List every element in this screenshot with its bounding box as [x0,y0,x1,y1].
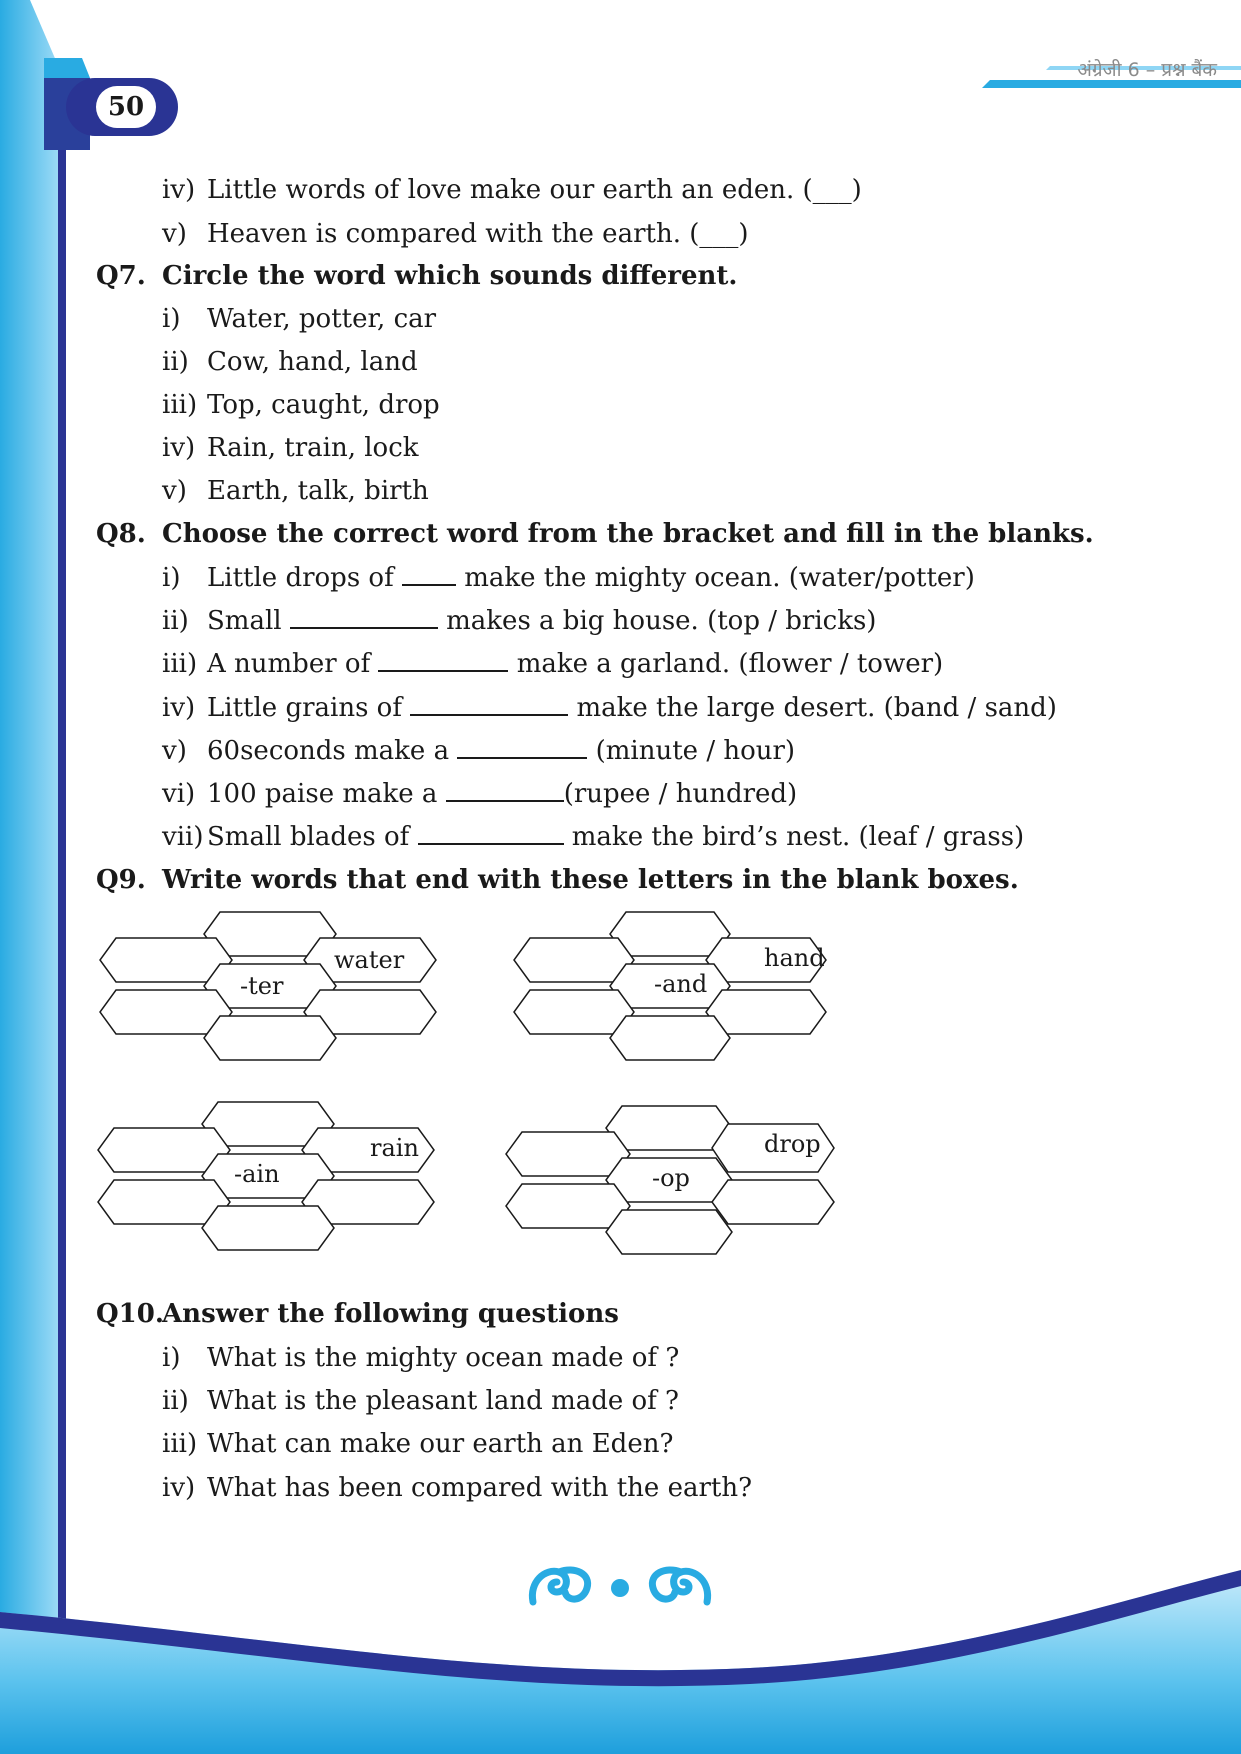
hex-box[interactable] [606,1106,732,1150]
item-text-before: Small [207,606,282,636]
question-title: Write words that end with these letters in the blank boxes. [162,865,1019,895]
hex-grid [506,1104,886,1264]
hex-box[interactable] [514,938,634,982]
item-text: What is the pleasant land made of ? [207,1386,679,1416]
hex-example-label: hand [764,944,825,972]
item-number: iv) [162,1473,196,1503]
hex-box[interactable] [706,990,826,1034]
answer-blank[interactable] [378,648,508,672]
question-number: Q8. [96,519,146,549]
item-text [207,562,975,594]
page-number: 50 [96,86,156,128]
hex-box[interactable] [202,1206,334,1250]
question-title: Circle the word which sounds different. [162,261,738,291]
item-text: What can make our earth an Eden? [207,1429,674,1459]
question-title: Answer the following questions [162,1299,619,1329]
item-text-after: makes a big house. (top / bricks) [446,606,877,636]
item-number: i) [162,1343,181,1373]
item-text-after: make the mighty ocean. (water/potter) [464,563,975,593]
item-text [207,648,943,680]
hex-cluster-ain [98,1100,498,1264]
item-text-before: Little grains of [207,693,402,723]
hex-box[interactable] [506,1184,630,1228]
item-text: What is the mighty ocean made of ? [207,1343,680,1373]
item-text-after: (rupee / hundred) [563,779,798,809]
hex-grid [98,1100,498,1260]
item-text [207,735,795,767]
item-number: vii) [162,822,204,852]
hex-center-label: -ter [240,972,284,1000]
hex-box[interactable] [506,1132,630,1176]
item-text: Heaven is compared with the earth. (___) [207,219,749,249]
hex-example-label: water [334,946,405,974]
item-text: Earth, talk, birth [207,476,429,506]
hex-example-label: drop [764,1130,821,1158]
item-number: vi) [162,779,196,809]
item-number: i) [162,563,181,593]
item-text-before: 60seconds make a [207,736,450,766]
hex-cluster-ter [100,910,500,1074]
item-text-before: A number of [207,649,371,679]
answer-blank[interactable] [290,605,438,629]
item-number: ii) [162,347,189,377]
answer-blank[interactable] [418,821,564,845]
item-text: Little words of love make our earth an eden. (___) [207,175,862,205]
item-text [207,821,1024,853]
hex-box[interactable] [204,1016,336,1060]
hex-grid [100,910,500,1070]
item-number: v) [162,736,187,766]
item-number: iv) [162,693,196,723]
question-number: Q9. [96,865,146,895]
answer-blank[interactable] [410,692,568,716]
item-text-before: Small blades of [207,822,410,852]
item-text-after: make a garland. (flower / tower) [516,649,944,679]
item-number: iii) [162,1429,198,1459]
item-number: v) [162,476,187,506]
item-text [207,778,797,810]
book-title: अंग्रेजी 6 – प्रश्न बैंक [1077,59,1217,81]
item-text: Rain, train, lock [207,433,419,463]
item-text [207,605,876,637]
hex-cluster-op [506,1104,886,1268]
hex-center-label: -and [654,970,708,998]
item-text-before: Little drops of [207,563,394,593]
item-number: ii) [162,1386,189,1416]
item-text: Water, potter, car [207,304,437,334]
hex-box[interactable] [712,1180,834,1224]
item-text: Top, caught, drop [207,390,440,420]
hex-cluster-and [514,910,874,1074]
item-text: Cow, hand, land [207,347,418,377]
hex-box[interactable] [610,912,730,956]
question-number: Q10. [96,1299,164,1329]
hex-center-label: -op [652,1164,690,1192]
question-title: Choose the correct word from the bracket and fill in the blanks. [162,519,1094,549]
hex-box[interactable] [606,1210,732,1254]
item-text-after: make the large desert. (band / sand) [576,693,1057,723]
hex-center-label: -ain [234,1160,280,1188]
hex-box[interactable] [610,1016,730,1060]
item-number: v) [162,219,187,249]
item-text: What has been compared with the earth? [207,1473,753,1503]
answer-blank[interactable] [457,735,587,759]
hex-box[interactable] [514,990,634,1034]
item-number: iii) [162,390,198,420]
item-number: ii) [162,606,189,636]
answer-blank[interactable] [402,562,456,586]
question-number: Q7. [96,261,146,291]
item-text-after: make the bird’s nest. (leaf / grass) [571,822,1025,852]
answer-blank[interactable] [446,778,564,802]
item-text [207,692,1057,724]
hex-example-label: rain [370,1134,419,1162]
item-number: i) [162,304,181,334]
item-text-after: (minute / hour) [595,736,796,766]
item-number: iii) [162,649,198,679]
item-number: iv) [162,433,196,463]
ornament-icon [525,1562,715,1608]
item-number: iv) [162,175,196,205]
item-text-before: 100 paise make a [207,779,438,809]
